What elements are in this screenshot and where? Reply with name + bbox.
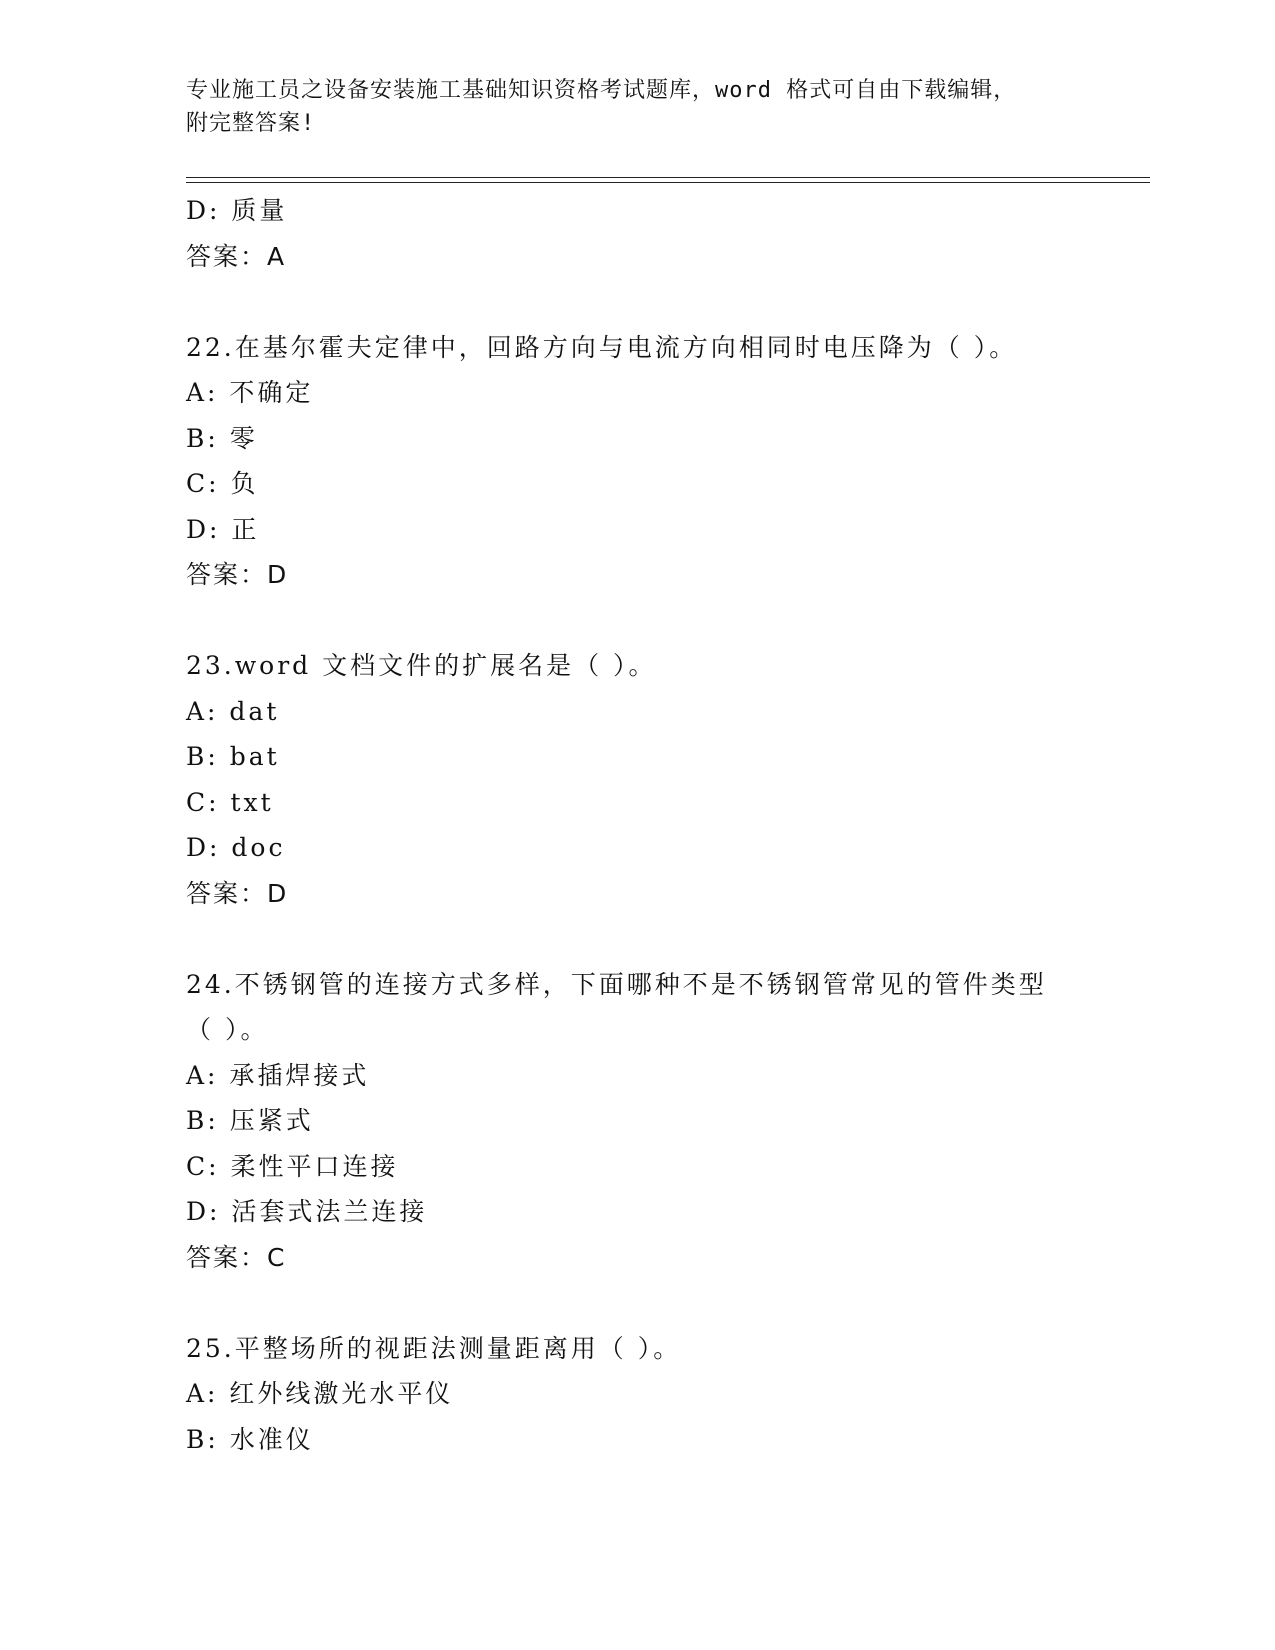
option-b: B: 水准仪 <box>186 1424 314 1454</box>
option-d: D: 正 <box>186 514 260 544</box>
header-line-1: 专业施工员之设备安装施工基础知识资格考试题库，word 格式可自由下载编辑， <box>186 78 1017 103</box>
question-23 <box>186 643 1146 916</box>
option-b: B: bat <box>186 742 280 771</box>
question-24 <box>186 962 1146 1281</box>
option-c: C: 柔性平口连接 <box>186 1151 399 1181</box>
header-divider-bottom <box>186 182 1150 183</box>
answer-line: 答案：C <box>186 1242 287 1272</box>
question-text-line-1: 24.不锈钢管的连接方式多样，下面哪种不是不锈钢管常见的管件类型 <box>186 969 1047 999</box>
option-b: B: 压紧式 <box>186 1106 314 1135</box>
answer-line: 答案：D <box>186 560 289 589</box>
option-a: A: dat <box>186 696 280 726</box>
question-25 <box>186 1326 1146 1463</box>
option-a: A: 红外线激光水平仪 <box>186 1379 454 1408</box>
question-text: 25.平整场所的视距法测量距离用（ ）。 <box>186 1333 682 1363</box>
header-line-2: 附完整答案! <box>186 111 316 136</box>
document-header <box>186 74 1076 140</box>
option-d: D: 质量 <box>186 196 288 225</box>
spacer <box>186 916 1146 962</box>
header-divider-top <box>186 177 1150 178</box>
spacer <box>186 1280 1146 1326</box>
question-22 <box>186 325 1146 598</box>
question-text-line-2: （ ）。 <box>186 1015 269 1044</box>
option-d: D: 活套式法兰连接 <box>186 1197 428 1226</box>
option-a: A: 不确定 <box>186 378 314 407</box>
question-text: 22.在基尔霍夫定律中，回路方向与电流方向相同时电压降为（ ）。 <box>186 332 1018 362</box>
spacer <box>186 279 1146 325</box>
option-c: C: txt <box>186 787 274 817</box>
option-b: B: 零 <box>186 423 258 453</box>
question-text: 23.word 文档文件的扩展名是（ ）。 <box>186 651 657 680</box>
spacer <box>186 598 1146 644</box>
answer-line: 答案：D <box>186 878 289 908</box>
answer-line: 答案：A <box>186 241 287 271</box>
question-21-tail <box>186 188 1146 279</box>
option-a: A: 承插焊接式 <box>186 1060 370 1090</box>
option-d: D: doc <box>186 833 286 862</box>
question-list <box>186 188 1146 1462</box>
option-c: C: 负 <box>186 469 259 498</box>
